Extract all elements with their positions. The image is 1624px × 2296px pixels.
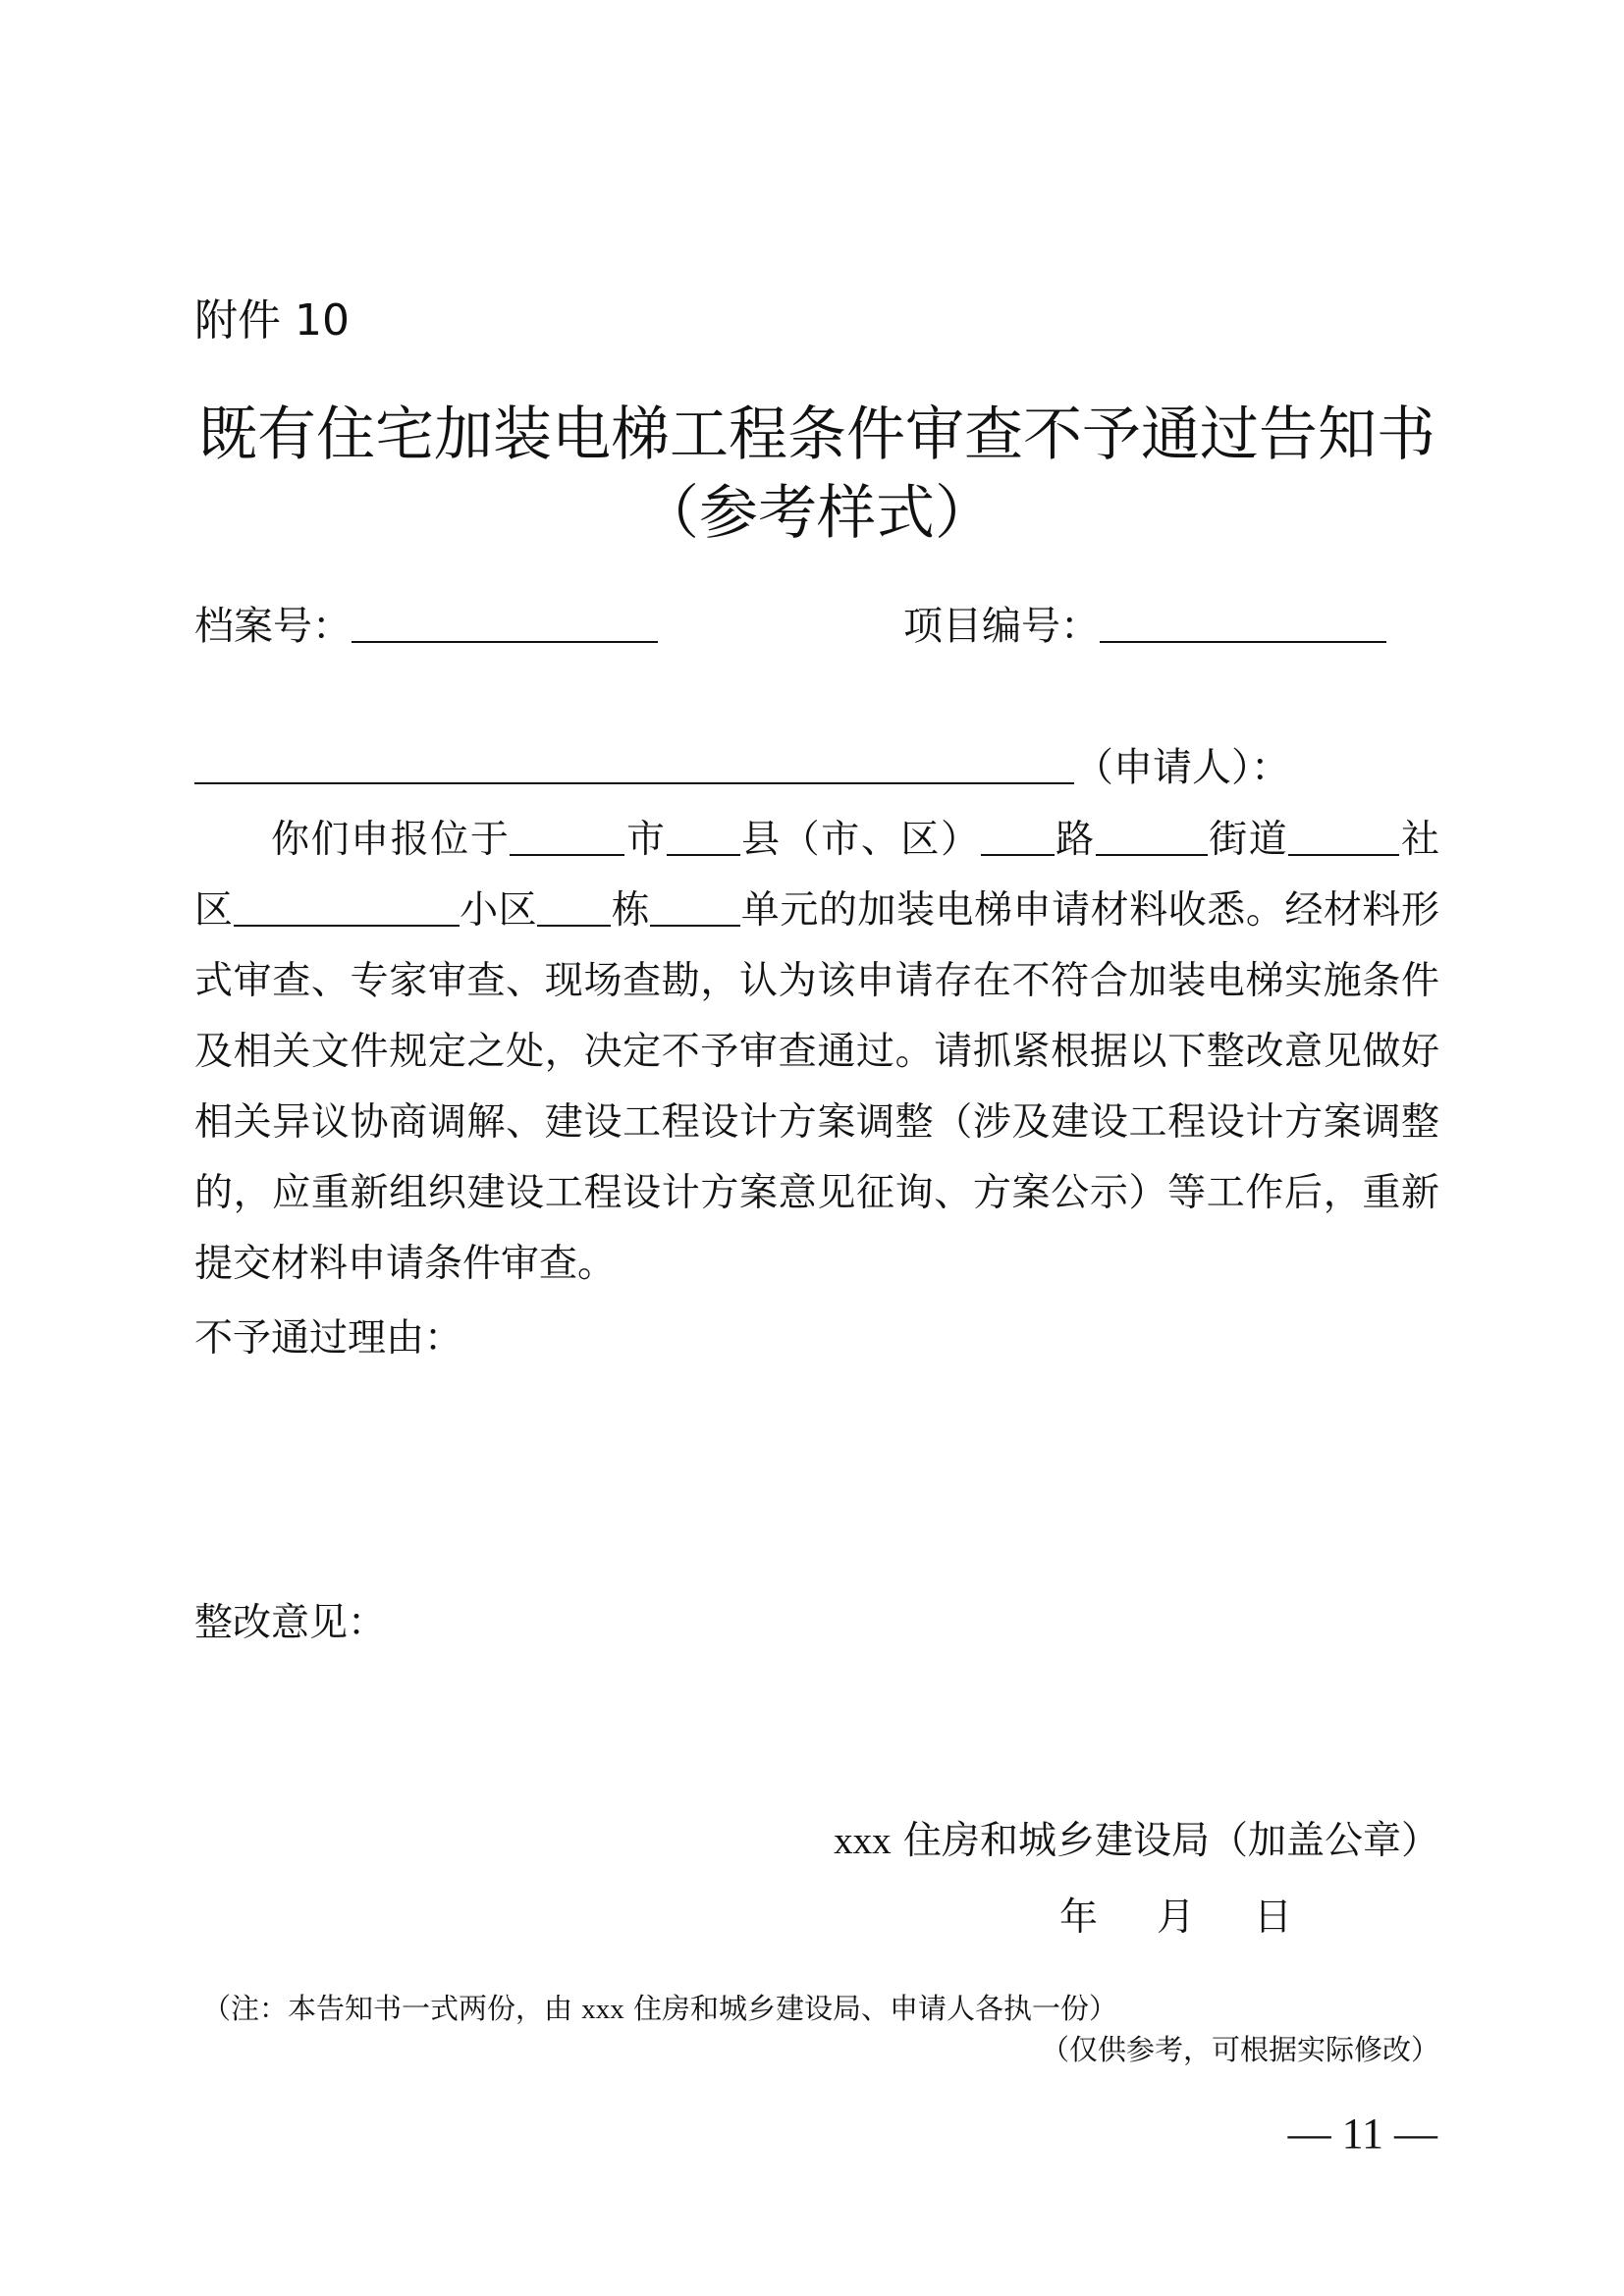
body-line-4: 及相关文件规定之处，决定不予审查通过。请抓紧根据以下整改意见做好 xyxy=(194,1030,1439,1074)
note-prefix: （注：本告知书一式两份，由 xyxy=(202,1992,573,2025)
estate-blank[interactable] xyxy=(234,886,460,927)
issuer-name: 住房和城乡建设局（加盖公章） xyxy=(902,1819,1439,1863)
date-line xyxy=(1059,1887,1292,1942)
date-month: 月 xyxy=(1156,1896,1195,1940)
text: 市 xyxy=(624,818,667,862)
annex-label: 附件 10 xyxy=(194,295,350,346)
text: 区 xyxy=(194,888,234,933)
note-suffix: 住房和城乡建设局、申请人各执一份） xyxy=(632,1992,1117,2025)
document-title: 既有住宅加装电梯工程条件审查不予通过告知书 xyxy=(198,400,1435,469)
text: 路 xyxy=(1054,818,1096,862)
text: 单元的加装电梯申请材料收悉。经材料形 xyxy=(740,888,1439,933)
text: 栋 xyxy=(611,888,651,933)
text: 社 xyxy=(1399,818,1439,862)
date-year: 年 xyxy=(1058,1896,1098,1940)
applicant-field xyxy=(194,736,1290,792)
issuer-prefix: xxx xyxy=(834,1820,892,1862)
text: 你们申报位于 xyxy=(271,818,511,862)
street-blank[interactable] xyxy=(1096,816,1208,856)
archive-number-label: 档案号： xyxy=(194,604,352,649)
footnote xyxy=(202,1987,1117,2027)
body-line-7: 提交材料申请条件审查。 xyxy=(194,1242,617,1286)
text: 街道 xyxy=(1207,818,1289,862)
body-line-1 xyxy=(194,809,1439,864)
applicant-suffix: （申请人）： xyxy=(1074,745,1290,790)
building-blank[interactable] xyxy=(537,886,611,927)
archive-number-blank[interactable] xyxy=(352,602,658,643)
body-line-2 xyxy=(194,880,1439,934)
note-xxx: xxx xyxy=(581,1994,624,2025)
text: 县（市、区） xyxy=(739,818,981,862)
county-blank[interactable] xyxy=(667,816,740,856)
road-blank[interactable] xyxy=(981,816,1055,856)
unit-blank[interactable] xyxy=(650,886,740,927)
rectify-label: 整改意见： xyxy=(194,1601,387,1645)
text: 小区 xyxy=(459,888,538,933)
document-subtitle: （参考样式） xyxy=(640,479,994,548)
city-blank[interactable] xyxy=(510,816,624,856)
archive-number-field xyxy=(194,595,658,651)
body-line-6: 的，应重新组织建设工程设计方案意见征询、方案公示）等工作后，重新 xyxy=(194,1171,1439,1215)
project-number-field xyxy=(903,595,1386,651)
community-blank[interactable] xyxy=(1288,816,1399,856)
applicant-blank[interactable] xyxy=(194,743,1074,784)
page-number: — 11 — xyxy=(1287,2109,1437,2158)
body-line-5: 相关异议协商调解、建设工程设计方案调整（涉及建设工程设计方案调整 xyxy=(194,1100,1439,1145)
date-day: 日 xyxy=(1253,1896,1292,1940)
issuer-signature xyxy=(834,1810,1439,1865)
reason-label: 不予通过理由： xyxy=(194,1316,463,1361)
reference-note: （仅供参考，可根据实际修改） xyxy=(1040,2033,1439,2066)
project-number-label: 项目编号： xyxy=(903,604,1100,649)
project-number-blank[interactable] xyxy=(1100,602,1386,643)
body-line-3: 式审查、专家审查、现场查勘，认为该申请存在不符合加装电梯实施条件 xyxy=(194,959,1439,1003)
